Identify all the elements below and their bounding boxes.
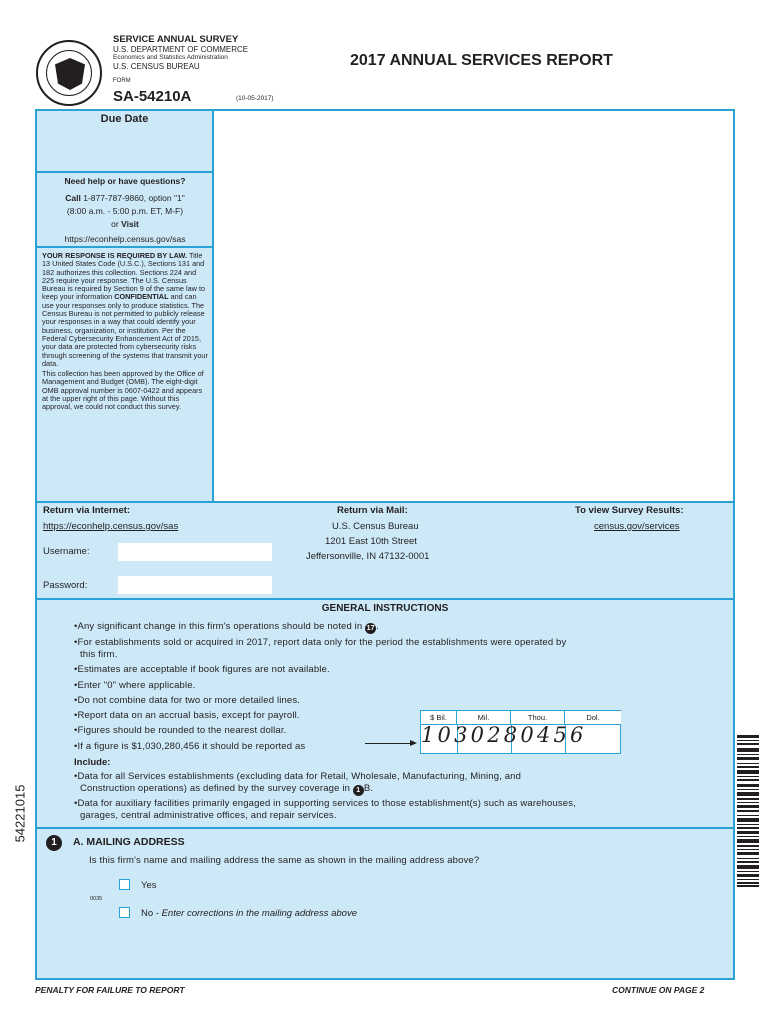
no-label: No -: [141, 908, 159, 919]
call-number[interactable]: 1-877-787-9860, option "1": [83, 193, 185, 203]
instruction-item-cont: this firm.: [80, 649, 118, 660]
visit-label: Visit: [121, 219, 139, 229]
mailing-address-title: A. MAILING ADDRESS: [73, 836, 185, 848]
instruction-text: •Any significant change in this firm's operations should be noted in: [74, 621, 363, 632]
mail-address-line2: 1201 East 10th Street: [325, 536, 417, 547]
include-item: •Data for all Services establishments (excluding data for Retail, Wholesale, Manufacturing, Mining, and: [74, 771, 522, 782]
legal-text-3: This collection has been approved by the Office of Management and Budget (OMB). The eight-digit OMB approval number is 0607-0422 and appears at the upper right of this page. Without this approval, we could not conduct this survey.: [42, 369, 204, 412]
no-note: Enter corrections in the mailing address above: [161, 908, 357, 919]
penalty-footer: PENALTY FOR FAILURE TO REPORT: [35, 985, 185, 995]
help-phone: [40, 193, 210, 203]
mail-address-line1: U.S. Census Bureau: [332, 521, 419, 532]
username-label: Username:: [43, 546, 90, 557]
password-label: Password:: [43, 580, 88, 591]
instruction-item: •For establishments sold or acquired in 2017, report data only for the period the establishments were operated by: [74, 637, 567, 648]
bureau-name: U.S. CENSUS BUREAU: [113, 62, 200, 71]
legal-text-1: Title 13 United States Code (U.S.C.), Sections 131 and 182 authorizes this collection. Sections 224 and 225 require your response. The U.S. Census Bureau is required by Section 9 of the same law to keep your information: [42, 251, 206, 302]
form-date: (10-05-2017): [236, 95, 274, 102]
instruction-item: •Enter "0" where applicable.: [74, 680, 196, 691]
include-item-cont: [80, 782, 373, 796]
legal-notice: [42, 252, 210, 412]
administration-name: Economics and Statistics Administration: [113, 54, 228, 61]
ref-suffix: B.: [363, 783, 374, 794]
form-number: SA-54210A: [113, 88, 192, 105]
arrow-head-icon: [410, 740, 417, 746]
form-label: FORM: [113, 78, 131, 84]
legal-confidential: CONFIDENTIAL: [114, 292, 169, 302]
report-title: 2017 ANNUAL SERVICES REPORT: [350, 52, 613, 69]
due-date-label: Due Date: [100, 113, 149, 125]
help-url-link[interactable]: https://econhelp.census.gov/sas: [64, 234, 186, 244]
census-seal-logo: [36, 40, 102, 106]
yes-label: Yes: [141, 880, 157, 891]
include-item-cont: garages, central administrative offices, and repair services.: [80, 810, 337, 821]
instruction-item: •Do not combine data for two or more detailed lines.: [74, 695, 301, 706]
department-name: U.S. DEPARTMENT OF COMMERCE: [113, 45, 249, 54]
mail-address-line3: Jeffersonville, IN 47132-0001: [306, 551, 430, 562]
legal-text-2: and can use your responses only to produce statistics. The Census Bureau is not permitted to publicly release your responses in a way that could identify your business, organization, or institution. Per the Federal Cybersecurity Enhancement Act of 2015, your data are protected from cybersecurity risks through screening of the systems that transmit your data.: [42, 292, 208, 368]
divider: [37, 171, 212, 173]
username-input[interactable]: [118, 543, 272, 561]
legal-lead: YOUR RESPONSE IS REQUIRED BY LAW.: [42, 251, 188, 260]
include-label: Include:: [74, 757, 111, 768]
barcode-image: [737, 735, 759, 887]
or-label: or: [111, 219, 119, 229]
call-label: Call: [65, 193, 81, 203]
internet-url-link[interactable]: https://econhelp.census.gov/sas: [43, 521, 179, 532]
instruction-item: •Report data on an accrual basis, except for payroll.: [74, 710, 300, 721]
item-code: 0035: [90, 896, 103, 902]
mailing-address-section: [37, 829, 733, 978]
column-divider: [212, 111, 214, 503]
no-option: [141, 908, 357, 919]
include-text: Construction operations) as defined by the survey coverage in: [80, 783, 351, 794]
no-checkbox[interactable]: [119, 907, 130, 918]
instruction-item: •Figures should be rounded to the nearest dollar.: [74, 725, 287, 736]
example-header-bil: $ Bil.: [421, 711, 457, 725]
mail-heading: Return via Mail:: [337, 505, 408, 516]
yes-checkbox[interactable]: [119, 879, 130, 890]
instruction-item: •Any significant change in this firm's operations should be noted in 17.: [74, 621, 379, 632]
example-header-dol: Dol.: [565, 711, 621, 725]
general-instructions-title: GENERAL INSTRUCTIONS: [321, 603, 449, 614]
help-visit: [40, 219, 210, 229]
survey-name: SERVICE ANNUAL SURVEY: [113, 34, 239, 45]
divider: [37, 246, 212, 248]
instruction-item: •Estimates are acceptable if book figures are not available.: [74, 664, 330, 675]
continue-footer: CONTINUE ON PAGE 2: [612, 985, 705, 995]
help-title: Need help or have questions?: [64, 176, 186, 186]
help-hours: (8:00 a.m. - 5:00 p.m. ET, M-F): [66, 206, 184, 216]
results-heading: To view Survey Results:: [575, 505, 684, 516]
example-header-mil: Mil.: [457, 711, 511, 725]
example-arrow: [365, 743, 415, 744]
item-ref-badge: 17: [366, 625, 375, 632]
section-number-badge: 1: [46, 835, 62, 851]
example-header-thou: Thou.: [511, 711, 565, 725]
form-side-id: 54221015: [12, 784, 28, 843]
internet-heading: Return via Internet:: [43, 505, 131, 516]
item-ref-badge: 1: [353, 785, 364, 796]
instruction-item: •If a figure is $1,030,280,456 it should be reported as: [74, 741, 306, 752]
example-handwritten-digits: 1030280456: [421, 723, 587, 747]
password-input[interactable]: [118, 576, 272, 594]
mailing-address-question: Is this firm's name and mailing address the same as shown in the mailing address above?: [89, 855, 480, 866]
include-item: •Data for auxiliary facilities primarily engaged in supporting services to those establishment(s) such as warehouses,: [74, 798, 576, 809]
results-url-link[interactable]: census.gov/services: [594, 521, 680, 532]
